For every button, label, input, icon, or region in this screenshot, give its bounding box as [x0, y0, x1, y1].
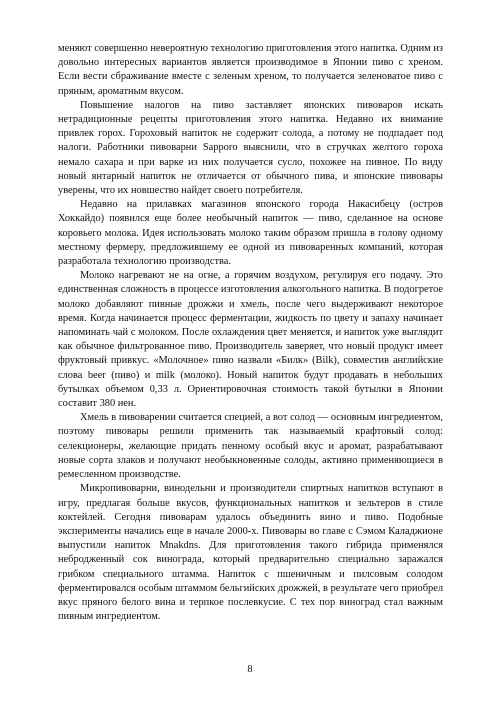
- body-text: [58, 42, 443, 624]
- paragraph-4: Молоко нагревают не на огне, а горячим воздухом, регулируя его подачу. Это единственная сложность в процессе изготовления алкогольного напитка. В подогретое молоко добавляют пивные дрожжи и хмель, после чего выдерживают некоторое время. Когда начинается процесс ферментации, жидкость по цвету и запаху начинает напоминать чай с молоком. После охлаждения цвет меняется, и напиток уже выглядит как обычное фильтрованное пиво. Производитель заверяет, что новый продукт имеет фруктовый привкус. «Молочное» пиво назвали «Билк» (Bilk), совместив английские слова beer (пиво) и milk (молоко). Новый напиток будут продавать в небольших бутылках объемом 0,33 л. Ориентировочная стоимость такой бутылки в Японии составит 380 иен.: [58, 270, 443, 410]
- paragraph-3: Недавно на прилавках магазинов японского города Накасибецу (остров Хоккайдо) появился еще более необычный напиток — пиво, сделанное на основе коровьего молока. Идея использовать молоко таким образом пришла в голову одному местному фермеру, предложившему ее одной из пивоваренных компаний, которая разработала технологию производства.: [58, 199, 443, 268]
- paragraph-1: меняют совершенно невероятную технологию приготовления этого напитка. Одним из довольно интересных вариантов является производимое в Японии пиво с хреном. Если вести сбраживание вместе с зеленым хреном, то получается зеленоватое пиво с пряным, ароматным вкусом.: [58, 43, 443, 97]
- paragraph-5: Хмель в пивоварении считается специей, а вот солод — основным ингредиентом, поэтому пивовары решили применить так называемый крафтовый солод: селекционеры, желающие придать пенному особый вкус и аромат, разрабатывают новые сорта злаков и получают необыкновенные солоды, активно применяющиеся в ремесленном производстве.: [58, 412, 443, 481]
- paragraph-6: Микропивоварни, винодельни и производители спиртных напитков вступают в игру, предлагая больше вкусов, функциональных напитков и зельтеров в стиле коктейлей. Сегодня пивоварам удалось объединить вино и пиво. Подобные эксперименты начались еще в начале 2000-х. Пивовары во главе с Сэмом Каладжионе выпустили напиток Mnakdns. Для приготовления такого гибрида применялся небродженный сок винограда, который предварительно специально заражался грибком специального штамма. Напиток с пшеничным и пилсовым солодом ферментировался особым штаммом бельгийских дрожжей, в результате чего приобрел вкус пряного белого вина и терпкое послевкусие. С тех пор виноград стал важным пивным ингредиентом.: [58, 483, 443, 623]
- page-number: 8: [247, 664, 253, 675]
- paragraph-2: Повышение налогов на пиво заставляет японских пивоваров искать нетрадиционные рецепты приготовления этого напитка. Недавно их внимание привлек горох. Гороховый напиток не содержит солода, а потому не подпадает под налоги. Работники пивоварни Sapporo выяснили, что в стручках желтого гороха немало сахара и при варке из них получается сусло, похожее на пивное. По виду новый янтарный напиток не отличается от обычного пива, и японские пивовары уверены, что их новшество найдет своего потребителя.: [58, 99, 443, 197]
